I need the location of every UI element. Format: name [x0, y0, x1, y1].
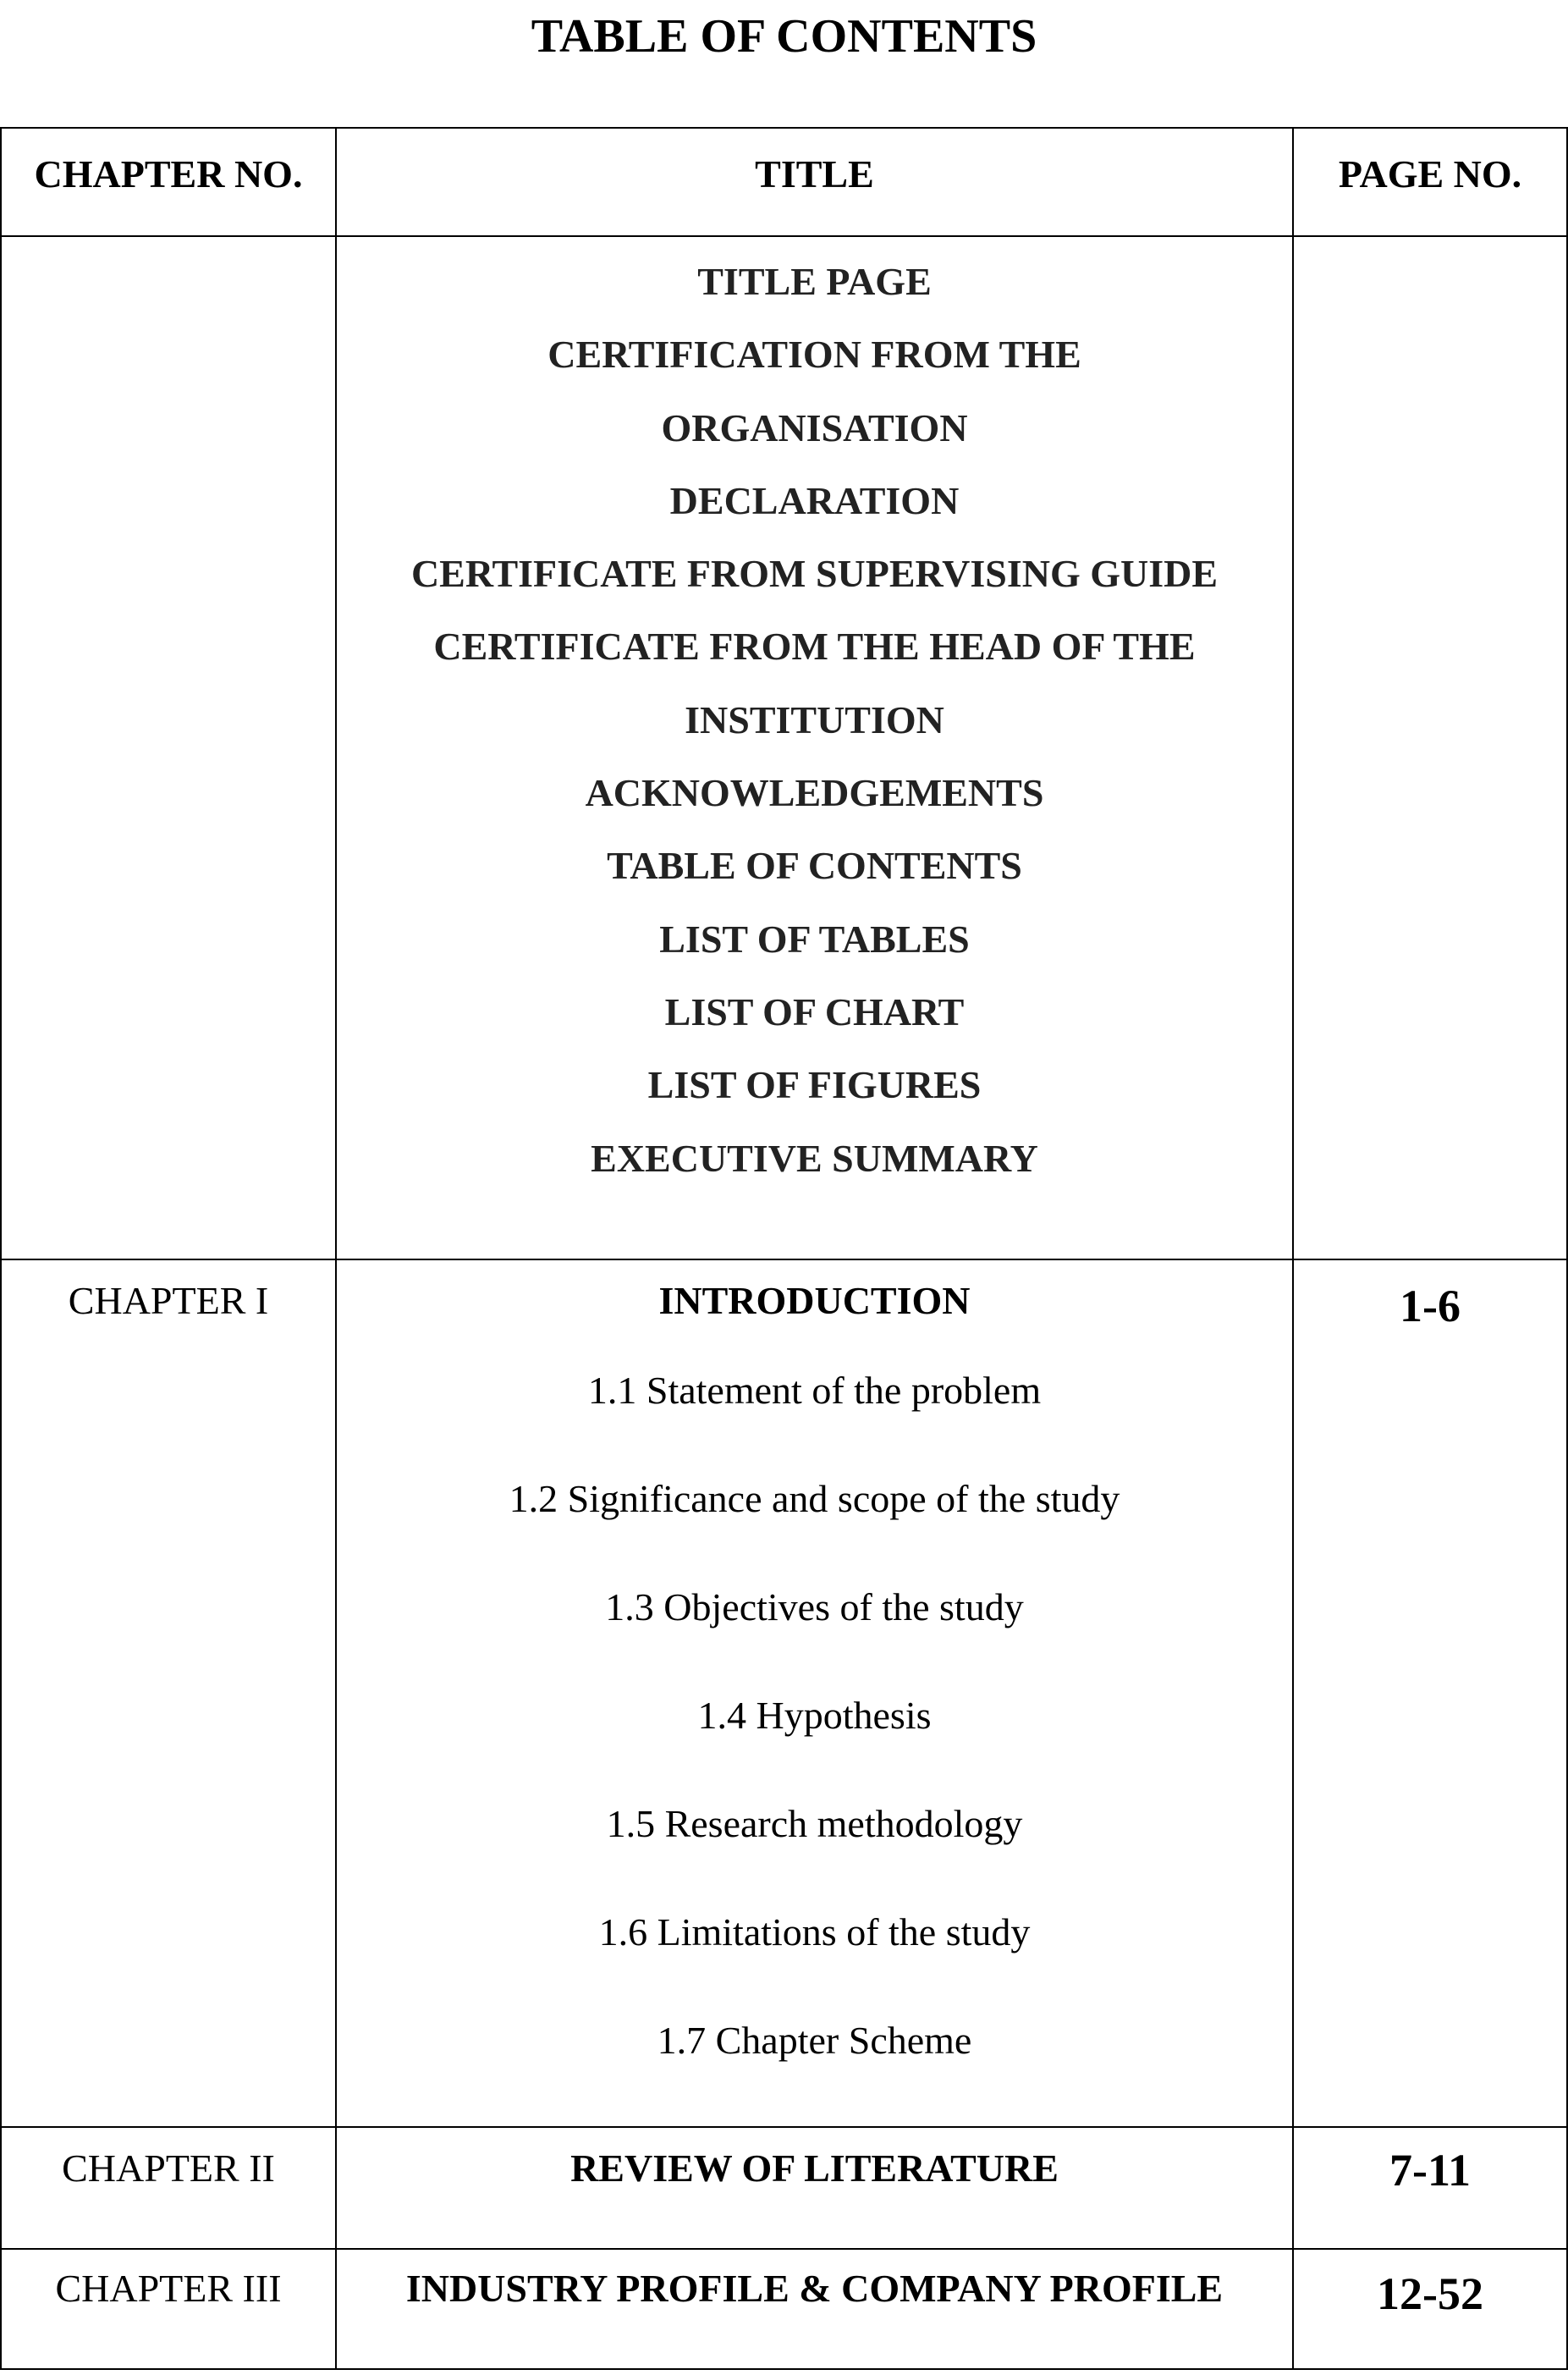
- section-item: 1.7 Chapter Scheme: [657, 2019, 972, 2062]
- front-matter-item: CERTIFICATE FROM THE HEAD OF THE: [433, 625, 1196, 669]
- front-matter-list: [337, 237, 1292, 1195]
- section-item: 1.6 Limitations of the study: [598, 1910, 1031, 1953]
- front-matter-page-cell: [1293, 236, 1567, 1259]
- front-matter-item: EXECUTIVE SUMMARY: [591, 1136, 1038, 1180]
- front-matter-item: TABLE OF CONTENTS: [607, 844, 1022, 888]
- chapter-page-range: 7-11: [1293, 2127, 1567, 2249]
- front-matter-chapter-cell: [1, 236, 336, 1259]
- chapter-page-range: 1-6: [1293, 1259, 1567, 2127]
- chapter-title-cell: [336, 1259, 1293, 2127]
- chapter-title: INTRODUCTION: [658, 1279, 971, 1322]
- section-item: 1.4 Hypothesis: [697, 1694, 932, 1737]
- front-matter-title-cell: [336, 236, 1293, 1259]
- front-matter-item: LIST OF FIGURES: [647, 1063, 982, 1107]
- chapter-page-range: 12-52: [1293, 2249, 1567, 2369]
- chapter-number: CHAPTER III: [1, 2249, 336, 2369]
- chapter-title: REVIEW OF LITERATURE: [570, 2146, 1059, 2190]
- front-matter-item: DECLARATION: [669, 478, 960, 522]
- table-row-chapter-2: [1, 2127, 1567, 2249]
- front-matter-item: ACKNOWLEDGEMENTS: [585, 771, 1044, 815]
- front-matter-item: CERTIFICATION FROM THE: [547, 333, 1081, 377]
- front-matter-item: LIST OF TABLES: [659, 917, 970, 961]
- front-matter-item: CERTIFICATE FROM SUPERVISING GUIDE: [410, 552, 1219, 596]
- section-item: 1.5 Research methodology: [606, 1802, 1023, 1845]
- section-item: 1.3 Objectives of the study: [605, 1585, 1024, 1628]
- column-header-title: TITLE: [336, 128, 1293, 236]
- column-header-page-no: PAGE NO.: [1293, 128, 1567, 236]
- table-row-front-matter: [1, 236, 1567, 1259]
- table-row-chapter-1: [1, 1259, 1567, 2127]
- front-matter-item: ORGANISATION: [661, 405, 968, 449]
- chapter-number: CHAPTER I: [1, 1259, 336, 2127]
- front-matter-item: TITLE PAGE: [697, 260, 932, 303]
- column-header-chapter-no: CHAPTER NO.: [1, 128, 336, 236]
- section-item: 1.2 Significance and scope of the study: [509, 1477, 1120, 1520]
- chapter-title: INDUSTRY PROFILE & COMPANY PROFILE: [405, 2267, 1224, 2310]
- header-row: [1, 128, 1567, 236]
- front-matter-item: LIST OF CHART: [664, 989, 965, 1033]
- section-list: [337, 1325, 1292, 2095]
- section-item: 1.1 Statement of the problem: [587, 1369, 1042, 1412]
- chapter-number: CHAPTER II: [1, 2127, 336, 2249]
- table-of-contents: [0, 127, 1568, 2370]
- front-matter-item: INSTITUTION: [685, 697, 944, 741]
- chapter-title-cell: [336, 2249, 1293, 2369]
- page-title: TABLE OF CONTENTS: [531, 10, 1037, 63]
- table-row-chapter-3: [1, 2249, 1567, 2369]
- chapter-title-cell: [336, 2127, 1293, 2249]
